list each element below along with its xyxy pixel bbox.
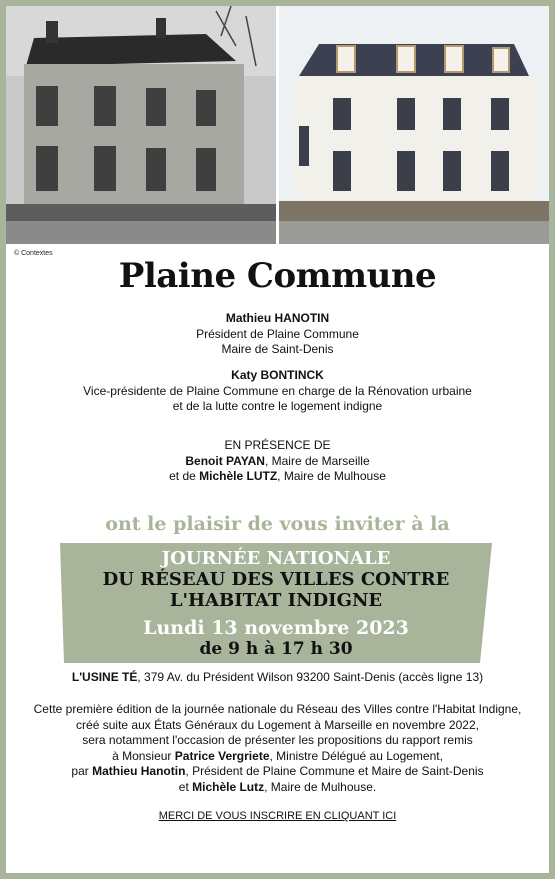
description-line6-name: Michèle Lutz xyxy=(192,779,265,794)
presence-p2-name: Michèle LUTZ xyxy=(199,469,278,483)
host1-block xyxy=(0,311,555,358)
description-line3: sera notamment l'occasion de présenter les propositions du rapport remis xyxy=(82,733,473,747)
description-line6-post: , Maire de Mulhouse. xyxy=(264,779,377,794)
presence-block xyxy=(0,438,555,485)
photo-building-after xyxy=(279,6,549,244)
organizer-title: Plaine Commune xyxy=(118,256,437,296)
host2-role1: Vice-présidente de Plaine Commune en charge de la Rénovation urbaine xyxy=(83,383,472,398)
description-line5-pre: par xyxy=(71,764,93,778)
description-line5-post: , Président de Plaine Commune et Maire de Saint-Denis xyxy=(185,764,484,778)
register-link[interactable]: MERCI DE VOUS INSCRIRE EN CLIQUANT ICI xyxy=(158,810,397,822)
venue-address: , 379 Av. du Président Wilson 93200 Saint-Denis (accès ligne 13) xyxy=(137,670,484,684)
description-block xyxy=(0,702,555,795)
description-line1: Cette première édition de la journée nationale du Réseau des Villes contre l'Habitat Indigne, xyxy=(33,702,522,716)
event-line1: JOURNÉE NATIONALE xyxy=(161,548,391,569)
host1-name: Mathieu HANOTIN xyxy=(225,311,330,325)
host1-role1: Président de Plaine Commune xyxy=(196,326,359,341)
presence-p1-role: , Maire de Marseille xyxy=(264,453,370,468)
venue-name: L'USINE TÉ xyxy=(71,670,138,684)
host2-block xyxy=(0,368,555,415)
event-time: de 9 h à 17 h 30 xyxy=(199,639,353,659)
event-date: Lundi 13 novembre 2023 xyxy=(143,617,409,639)
description-line2: créé suite aux États Généraux du Logement à Marseille en novembre 2022, xyxy=(76,717,479,732)
host2-name: Katy BONTINCK xyxy=(231,368,324,382)
before-after-photos xyxy=(6,6,549,244)
photo-building-before xyxy=(6,6,276,244)
venue-line xyxy=(0,670,555,686)
photo-credit: © Contextes xyxy=(14,250,53,257)
presence-p2-role: , Maire de Mulhouse xyxy=(277,469,386,483)
presence-heading: EN PRÉSENCE DE xyxy=(224,438,331,452)
invite-text: ont le plaisir de vous inviter à la xyxy=(105,513,450,535)
description-line4-name: Patrice Vergriete xyxy=(174,748,270,763)
description-line4-pre: à Monsieur xyxy=(112,748,175,763)
event-banner xyxy=(60,543,492,663)
presence-p1-name: Benoit PAYAN xyxy=(185,453,265,468)
presence-p2-prefix: et de xyxy=(169,469,200,483)
description-line6-pre: et xyxy=(178,779,193,794)
description-line5-name: Mathieu Hanotin xyxy=(92,764,186,778)
event-line3: L'HABITAT INDIGNE xyxy=(169,590,383,611)
host2-role2: et de la lutte contre le logement indigne xyxy=(172,399,383,413)
host1-role2: Maire de Saint-Denis xyxy=(221,342,334,356)
event-line2: DU RÉSEAU DES VILLES CONTRE xyxy=(102,569,450,590)
description-line4-post: , Ministre Délégué au Logement, xyxy=(269,748,443,763)
